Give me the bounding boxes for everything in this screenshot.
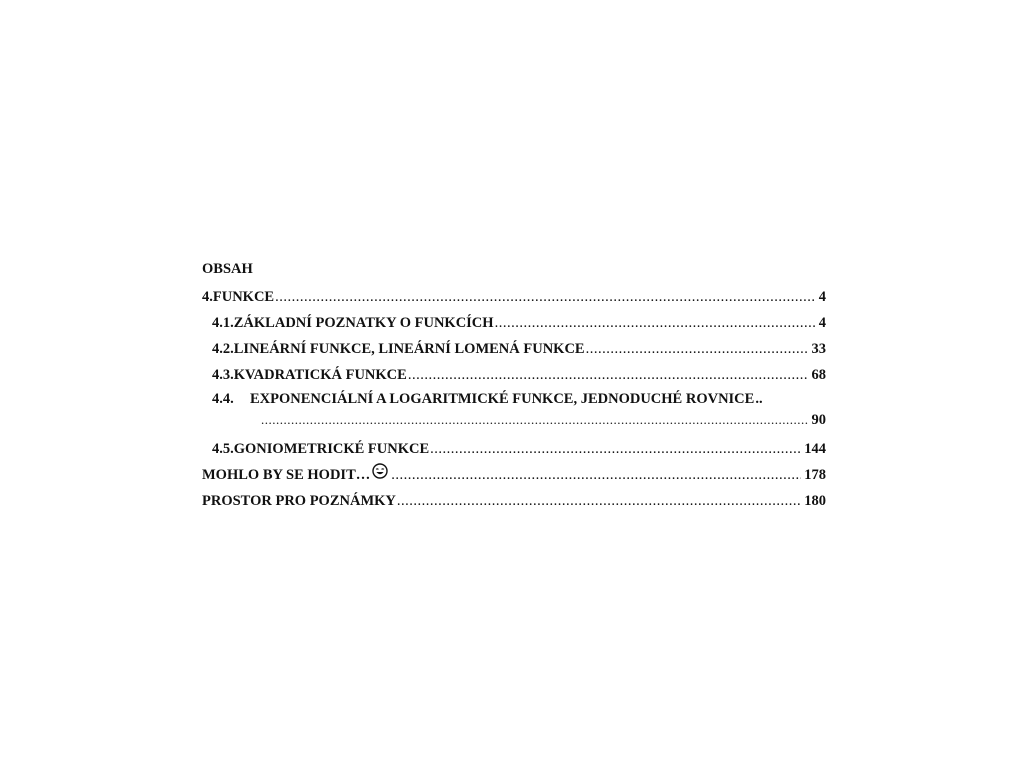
toc-entry-prostor-pro-poznamky[interactable] (202, 488, 826, 514)
toc-entry-page: 178 (804, 467, 826, 483)
toc-entry-mohlo-by-se-hodit[interactable] (202, 462, 826, 488)
toc-entry-label: MOHLO BY SE HODIT… (202, 467, 371, 483)
dot-leader (495, 310, 816, 336)
toc-entry-number: 4.5. (212, 441, 234, 457)
toc-entry-label: GONIOMETRICKÉ FUNKCE (233, 441, 430, 457)
dot-leader (261, 410, 809, 430)
dot-leader (586, 336, 809, 362)
toc-entry-page: 90 (811, 412, 826, 428)
toc-entry-4-1[interactable] (202, 310, 826, 336)
dot-leader (430, 436, 801, 462)
toc-entry-page: 144 (804, 441, 826, 457)
toc-entry-number: 4.1. (212, 315, 234, 331)
toc-entry-page: 4 (818, 315, 826, 331)
toc-entry-page: 68 (811, 367, 826, 383)
toc-entry-label: ZÁKLADNÍ POZNATKY O FUNKCÍCH (233, 315, 494, 331)
toc-entry-page: 33 (811, 341, 826, 357)
toc-entry-number: 4.3. (212, 367, 234, 383)
toc-entry-label: LINEÁRNÍ FUNKCE, LINEÁRNÍ LOMENÁ FUNKCE (233, 341, 585, 357)
toc-entry-trailing-dots: .. (755, 391, 763, 407)
toc-entry-page: 180 (804, 493, 826, 509)
toc-entry-label: PROSTOR PRO POZNÁMKY (202, 493, 396, 509)
toc-entry-chapter-4[interactable] (202, 284, 826, 310)
toc-entry-label: FUNKCE (212, 289, 275, 305)
toc-entry-4-5[interactable] (202, 436, 826, 462)
table-of-contents (202, 258, 826, 514)
toc-entry-number: 4.2. (212, 341, 234, 357)
toc-entry-4-4[interactable] (202, 388, 826, 410)
toc-entry-4-4-continuation[interactable] (202, 410, 826, 430)
toc-entry-number: 4. (202, 289, 213, 305)
toc-entry-label: EXPONENCIÁLNÍ A LOGARITMICKÉ FUNKCE, JEDNODUCHÉ ROVNICE (250, 391, 755, 407)
toc-entry-page: 4 (818, 289, 826, 305)
toc-entry-label: KVADRATICKÁ FUNKCE (233, 367, 407, 383)
dot-leader (391, 462, 801, 488)
toc-entry-4-2[interactable] (202, 336, 826, 362)
toc-entry-number: 4.4. (212, 391, 234, 407)
dot-leader (397, 488, 801, 514)
toc-title: OBSAH (202, 261, 253, 277)
dot-leader (275, 284, 816, 310)
dot-leader (408, 362, 809, 388)
smiley-face-icon (372, 463, 388, 479)
toc-entry-4-3[interactable] (202, 362, 826, 388)
